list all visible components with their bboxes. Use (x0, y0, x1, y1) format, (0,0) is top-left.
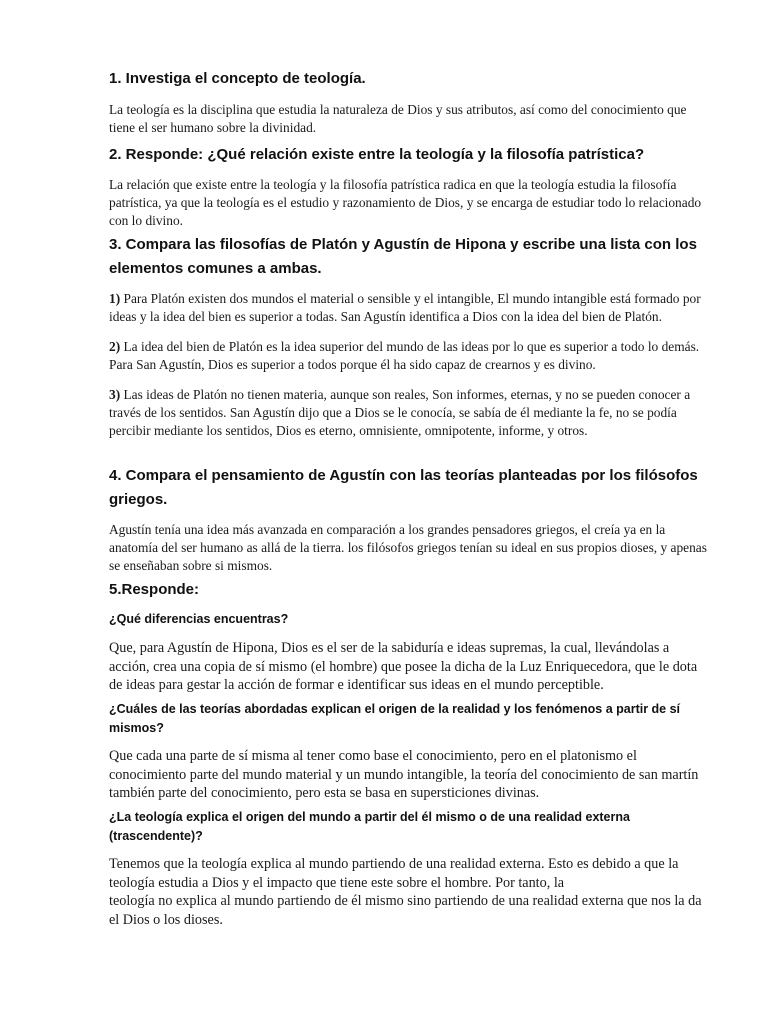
section-3-item-2 (109, 338, 709, 374)
section-5-heading: 5.Responde: (109, 581, 200, 598)
section-4-heading: 4. Compara el pensamiento de Agustín con las teorías planteadas por los filósofos griegos. (109, 467, 698, 508)
section-1 (109, 67, 709, 137)
item-number: 1) (109, 291, 121, 306)
section-2-text: La relación que existe entre la teología y la filosofía patrística radica en que la teología estudia la filosofía patrística, ya que la teología es el estudio y razonamiento de Dios, y se encarga de estudiar todo lo relacionado con lo divino. (109, 177, 702, 228)
section-3-item-3 (109, 386, 709, 440)
item-number: 3) (109, 387, 121, 402)
item-text: La idea del bien de Platón es la idea superior del mundo de las ideas por lo que es superior a todo lo demás. Para San Agustín, Dios es superior a todos porque él ha sido capaz de crearnos y es divino. (109, 339, 700, 372)
section-2 (109, 143, 709, 230)
question-2-title: ¿Cuáles de las teorías abordadas explican el origen de la realidad y los fenómenos a partir de sí mismos? (109, 702, 681, 735)
section-3-heading: 3. Compara las filosofías de Platón y Agustín de Hipona y escribe una lista con los elementos comunes a ambas. (109, 236, 697, 277)
question-3-answer-line-1: Tenemos que la teología explica al mundo partiendo de una realidad externa. Esto es debido a que la teología estudia a Dios y el impacto que tiene este sobre el hombre. Por tanto, la (109, 856, 679, 891)
question-3-title: ¿La teología explica el origen del mundo a partir del él mismo o de una realidad externa (trascendente)? (109, 810, 630, 843)
question-2 (109, 700, 709, 803)
question-1-answer: Que, para Agustín de Hipona, Dios es el ser de la sabiduría e ideas supremas, la cual, llevándolas a acción, crea una copia de sí mismo (el hombre) que posee la dicha de la Luz Enriquecedora, que le dota de ideas para gestar la acción de formar e identificar sus ideas en el mundo perceptible. (109, 640, 698, 693)
question-1 (109, 610, 709, 695)
section-3 (109, 233, 709, 440)
question-3 (109, 808, 709, 929)
item-text: Las ideas de Platón no tienen materia, aunque son reales, Son informes, eternas, y no se pueden conocer a través de los sentidos. San Agustín dijo que a Dios se le conocía, se sabía de él mediante la fe, no se podía percibir mediante los sentidos, Dios es eterno, omnisiente, omnipotente, informe, y otros. (109, 387, 691, 438)
item-number: 2) (109, 339, 121, 354)
section-4 (109, 464, 709, 575)
section-4-text: Agustín tenía una idea más avanzada en comparación a los grandes pensadores griegos, el creía ya en la anatomía del ser humano as allá de la tierra. los filósofos griegos tenían su ideal en sus propios dioses, y apenas se enseñaban sobre si mismos. (109, 522, 707, 573)
item-text: Para Platón existen dos mundos el material o sensible y el intangible, El mundo intangible está formado por ideas y la idea del bien es superior a todas. San Agustín identifica a Dios con la idea del bien de Platón. (109, 291, 701, 324)
question-1-title: ¿Qué diferencias encuentras? (109, 612, 289, 626)
section-2-heading: 2. Responde: ¿Qué relación existe entre la teología y la filosofía patrística? (109, 146, 645, 163)
question-2-answer: Que cada una parte de sí misma al tener como base el conocimiento, pero en el platonismo el conocimiento parte del mundo material y un mundo intangible, la teoría del conocimiento de san martín también parte del conocimiento, pero esta se basa en supersticiones divinas. (109, 748, 699, 801)
question-3-answer-line-2: teología no explica al mundo partiendo de él mismo sino partiendo de una realidad externa que nos la da el Dios o los dioses. (109, 893, 702, 928)
section-3-item-1 (109, 290, 709, 326)
section-1-heading: 1. Investiga el concepto de teología. (109, 70, 366, 87)
section-5 (109, 578, 709, 602)
section-1-text: La teología es la disciplina que estudia la naturaleza de Dios y sus atributos, así como del conocimiento que tiene el ser humano sobre la divinidad. (109, 102, 687, 135)
